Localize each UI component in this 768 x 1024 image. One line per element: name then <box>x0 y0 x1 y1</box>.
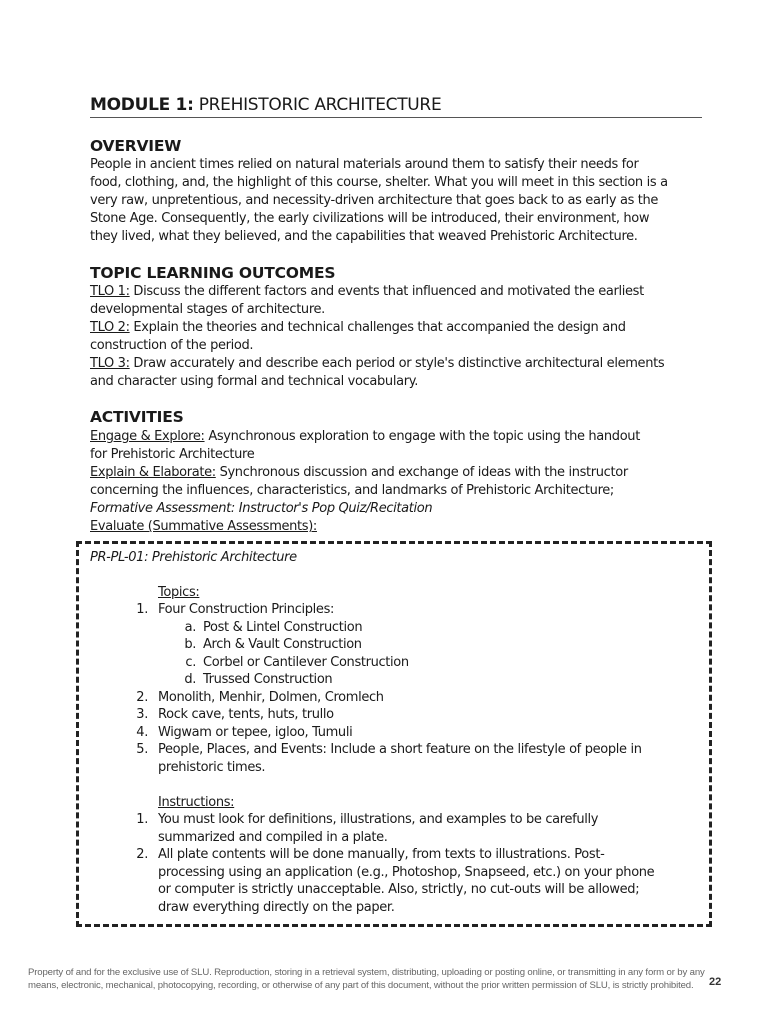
instruction-number: 2. <box>136 847 148 862</box>
tlo-text-cont: developmental stages of architecture. <box>90 302 325 317</box>
topic-number: 2. <box>136 690 148 705</box>
footer-line: Property of and for the exclusive use of SLU. Reproduction, storing in a retrieval system, distributing, uploading or posting online, or transmitting in any form or by any <box>28 967 705 978</box>
outcomes-list <box>90 283 710 391</box>
tlo-text: Explain the theories and technical challenges that accompanied the design and <box>129 320 626 335</box>
topic-text-cont: prehistoric times. <box>158 760 266 775</box>
instruction-text: You must look for definitions, illustrations, and examples to be carefully <box>158 812 599 827</box>
topic-text: Four Construction Principles: <box>158 602 335 617</box>
tlo-text-cont: construction of the period. <box>90 338 254 353</box>
topic-text: People, Places, and Events: Include a short feature on the lifestyle of people in <box>158 742 642 757</box>
topics-heading-text: Topics: <box>158 585 200 600</box>
outcomes-heading: TOPIC LEARNING OUTCOMES <box>90 264 336 282</box>
subtopic-text: Corbel or Cantilever Construction <box>203 655 409 670</box>
overview-heading: OVERVIEW <box>90 137 182 155</box>
topic-text: Wigwam or tepee, igloo, Tumuli <box>158 725 353 740</box>
explain-text-cont: concerning the influences, characteristics, and landmarks of Prehistoric Architecture; <box>90 483 614 498</box>
topics-heading <box>158 584 199 602</box>
topic-text: Rock cave, tents, huts, trullo <box>158 707 334 722</box>
tlo-2 <box>90 319 710 337</box>
tlo-3 <box>90 355 710 373</box>
copyright-footer <box>28 966 708 992</box>
tlo-label: TLO 1: <box>90 284 130 299</box>
engage-text-cont: for Prehistoric Architecture <box>90 447 255 462</box>
instruction-text-cont: summarized and compiled in a plate. <box>158 830 388 845</box>
tlo-text-cont: and character using formal and technical vocabulary. <box>90 374 418 389</box>
plate-code-text: PR-PL-01: Prehistoric Architecture <box>90 550 297 565</box>
instruction-text: All plate contents will be done manually, from texts to illustrations. Post- <box>158 847 605 862</box>
subtopic-letter: b. <box>184 637 196 652</box>
overview-line: they lived, what they believed, and the capabilities that weaved Prehistoric Architecture. <box>90 229 638 244</box>
topic-number: 1. <box>136 602 148 617</box>
instruction-text-cont: draw everything directly on the paper. <box>158 900 395 915</box>
formative-assessment: Formative Assessment: Instructor's Pop Quiz/Recitation <box>90 501 433 516</box>
subtopic-letter: d. <box>184 672 196 687</box>
page-number: 22 <box>709 976 722 988</box>
overview-line: food, clothing, and, the highlight of this course, shelter. What you will meet in this section is a <box>90 175 668 190</box>
topic-number: 3. <box>136 707 148 722</box>
topic-number: 5. <box>136 742 148 757</box>
activities-list <box>90 428 710 536</box>
overview-line: Stone Age. Consequently, the early civilizations will be introduced, their environment, how <box>90 211 650 226</box>
tlo-text: Draw accurately and describe each period or style's distinctive architectural elements <box>129 356 665 371</box>
subtopic-text: Post & Lintel Construction <box>203 620 363 635</box>
instruction-text-cont: or computer is strictly unacceptable. Also, strictly, no cut-outs will be allowed; <box>158 882 640 897</box>
tlo-1 <box>90 283 710 301</box>
subtopic-text: Trussed Construction <box>203 672 333 687</box>
tlo-text: Discuss the different factors and events that influenced and motivated the earliest <box>129 284 644 299</box>
activities-heading: ACTIVITIES <box>90 408 184 426</box>
topic-number: 4. <box>136 725 148 740</box>
engage-explore <box>90 428 710 446</box>
plate-code <box>90 549 297 567</box>
subtopic-letter: a. <box>184 620 196 635</box>
module-label: MODULE 1: <box>90 95 194 115</box>
evaluate-label: Evaluate (Summative Assessments): <box>90 519 317 534</box>
explain-elaborate <box>90 464 710 482</box>
explain-text: Synchronous discussion and exchange of ideas with the instructor <box>215 465 628 480</box>
tlo-label: TLO 3: <box>90 356 130 371</box>
overview-line: People in ancient times relied on natural materials around them to satisfy their needs for <box>90 157 639 172</box>
instructions-heading <box>158 794 234 812</box>
instruction-number: 1. <box>136 812 148 827</box>
overview-paragraph <box>90 156 710 246</box>
subtopic-text: Arch & Vault Construction <box>203 637 362 652</box>
topic-text: Monolith, Menhir, Dolmen, Cromlech <box>158 690 384 705</box>
engage-text: Asynchronous exploration to engage with the topic using the handout <box>204 429 640 444</box>
subtopic-letter: c. <box>185 655 196 670</box>
overview-line: very raw, unpretentious, and necessity-driven architecture that goes back to as early as the <box>90 193 659 208</box>
module-name: PREHISTORIC ARCHITECTURE <box>198 95 442 115</box>
footer-line: means, electronic, mechanical, photocopying, recording, or otherwise of any part of this document, without the prior written permission of SLU, is strictly prohibited. <box>28 980 694 991</box>
tlo-label: TLO 2: <box>90 320 130 335</box>
engage-label: Engage & Explore: <box>90 429 205 444</box>
instructions-heading-text: Instructions: <box>158 795 235 810</box>
explain-label: Explain & Elaborate: <box>90 465 216 480</box>
instruction-text-cont: processing using an application (e.g., Photoshop, Snapseed, etc.) on your phone <box>158 865 655 880</box>
module-title <box>90 94 702 118</box>
